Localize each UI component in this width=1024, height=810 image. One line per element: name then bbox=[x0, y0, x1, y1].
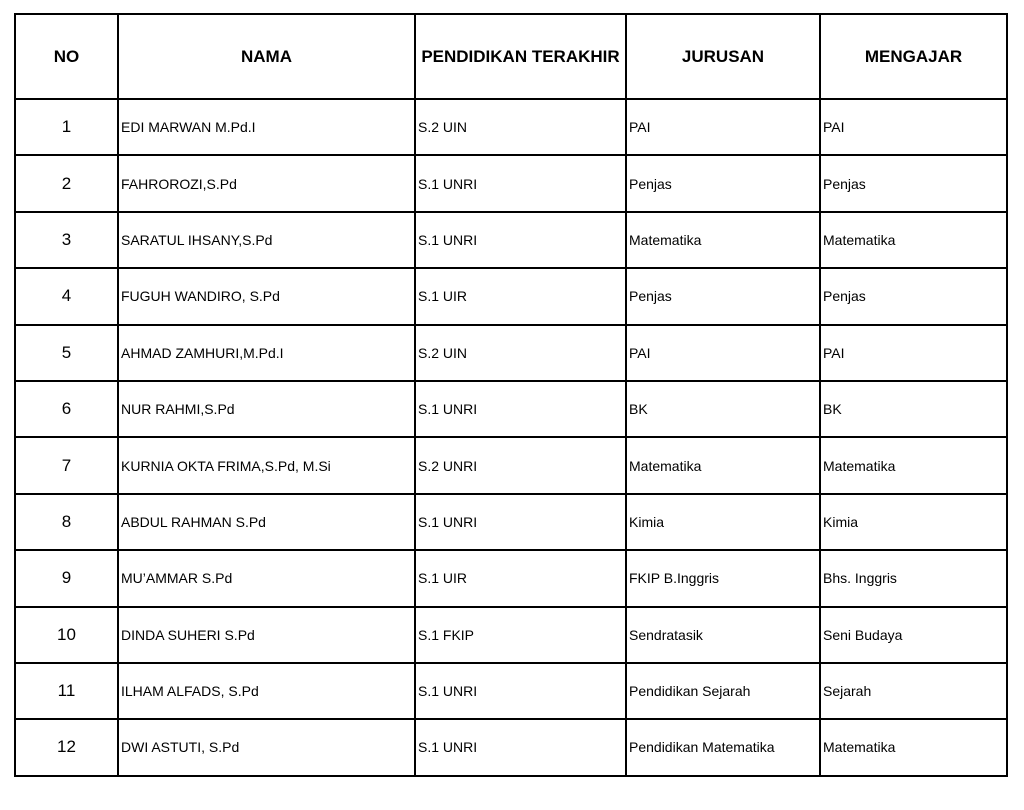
cell-jurusan: Penjas bbox=[626, 268, 820, 324]
cell-nama: DWI ASTUTI, S.Pd bbox=[118, 719, 415, 775]
cell-mengajar: Penjas bbox=[820, 268, 1007, 324]
cell-pendidikan: S.2 UIN bbox=[415, 325, 626, 381]
cell-pendidikan: S.1 UNRI bbox=[415, 212, 626, 268]
cell-nama: KURNIA OKTA FRIMA,S.Pd, M.Si bbox=[118, 437, 415, 493]
header-pendidikan: PENDIDIKAN TERAKHIR bbox=[415, 14, 626, 99]
cell-mengajar: PAI bbox=[820, 99, 1007, 155]
cell-pendidikan: S.1 UNRI bbox=[415, 155, 626, 211]
table-header bbox=[15, 14, 1007, 99]
cell-nama: ILHAM ALFADS, S.Pd bbox=[118, 663, 415, 719]
cell-jurusan: Kimia bbox=[626, 494, 820, 550]
cell-no: 9 bbox=[15, 550, 118, 606]
cell-nama: FAHROROZI,S.Pd bbox=[118, 155, 415, 211]
table-row bbox=[15, 663, 1007, 719]
cell-jurusan: FKIP B.Inggris bbox=[626, 550, 820, 606]
table-row bbox=[15, 494, 1007, 550]
cell-pendidikan: S.1 UNRI bbox=[415, 663, 626, 719]
cell-jurusan: Sendratasik bbox=[626, 607, 820, 663]
table-row bbox=[15, 719, 1007, 775]
header-mengajar: MENGAJAR bbox=[820, 14, 1007, 99]
header-jurusan: JURUSAN bbox=[626, 14, 820, 99]
cell-mengajar: PAI bbox=[820, 325, 1007, 381]
cell-pendidikan: S.1 UIR bbox=[415, 550, 626, 606]
staff-table bbox=[14, 13, 1008, 777]
cell-nama: MU’AMMAR S.Pd bbox=[118, 550, 415, 606]
table-row bbox=[15, 212, 1007, 268]
cell-mengajar: Kimia bbox=[820, 494, 1007, 550]
cell-mengajar: Matematika bbox=[820, 437, 1007, 493]
cell-no: 8 bbox=[15, 494, 118, 550]
cell-no: 1 bbox=[15, 99, 118, 155]
cell-mengajar: Matematika bbox=[820, 719, 1007, 775]
cell-no: 12 bbox=[15, 719, 118, 775]
cell-mengajar: BK bbox=[820, 381, 1007, 437]
table-row bbox=[15, 437, 1007, 493]
cell-mengajar: Seni Budaya bbox=[820, 607, 1007, 663]
cell-pendidikan: S.1 FKIP bbox=[415, 607, 626, 663]
cell-nama: ABDUL RAHMAN S.Pd bbox=[118, 494, 415, 550]
cell-mengajar: Matematika bbox=[820, 212, 1007, 268]
cell-jurusan: Pendidikan Matematika bbox=[626, 719, 820, 775]
cell-mengajar: Sejarah bbox=[820, 663, 1007, 719]
cell-mengajar: Penjas bbox=[820, 155, 1007, 211]
cell-pendidikan: S.1 UNRI bbox=[415, 494, 626, 550]
cell-no: 10 bbox=[15, 607, 118, 663]
table-body bbox=[15, 99, 1007, 776]
cell-nama: FUGUH WANDIRO, S.Pd bbox=[118, 268, 415, 324]
table-row bbox=[15, 325, 1007, 381]
cell-pendidikan: S.2 UIN bbox=[415, 99, 626, 155]
cell-pendidikan: S.1 UIR bbox=[415, 268, 626, 324]
cell-no: 6 bbox=[15, 381, 118, 437]
cell-no: 4 bbox=[15, 268, 118, 324]
cell-no: 7 bbox=[15, 437, 118, 493]
header-row bbox=[15, 14, 1007, 99]
cell-nama: SARATUL IHSANY,S.Pd bbox=[118, 212, 415, 268]
cell-jurusan: PAI bbox=[626, 325, 820, 381]
header-no: NO bbox=[15, 14, 118, 99]
cell-nama: DINDA SUHERI S.Pd bbox=[118, 607, 415, 663]
cell-jurusan: Matematika bbox=[626, 212, 820, 268]
cell-no: 2 bbox=[15, 155, 118, 211]
table-row bbox=[15, 381, 1007, 437]
cell-no: 11 bbox=[15, 663, 118, 719]
table-row bbox=[15, 268, 1007, 324]
cell-jurusan: BK bbox=[626, 381, 820, 437]
table-row bbox=[15, 550, 1007, 606]
table-row bbox=[15, 607, 1007, 663]
header-nama: NAMA bbox=[118, 14, 415, 99]
cell-pendidikan: S.1 UNRI bbox=[415, 381, 626, 437]
cell-nama: AHMAD ZAMHURI,M.Pd.I bbox=[118, 325, 415, 381]
cell-no: 5 bbox=[15, 325, 118, 381]
cell-mengajar: Bhs. Inggris bbox=[820, 550, 1007, 606]
cell-pendidikan: S.1 UNRI bbox=[415, 719, 626, 775]
cell-jurusan: PAI bbox=[626, 99, 820, 155]
cell-nama: EDI MARWAN M.Pd.I bbox=[118, 99, 415, 155]
cell-pendidikan: S.2 UNRI bbox=[415, 437, 626, 493]
cell-jurusan: Matematika bbox=[626, 437, 820, 493]
cell-jurusan: Pendidikan Sejarah bbox=[626, 663, 820, 719]
cell-no: 3 bbox=[15, 212, 118, 268]
cell-nama: NUR RAHMI,S.Pd bbox=[118, 381, 415, 437]
table-row bbox=[15, 99, 1007, 155]
cell-jurusan: Penjas bbox=[626, 155, 820, 211]
table-row bbox=[15, 155, 1007, 211]
